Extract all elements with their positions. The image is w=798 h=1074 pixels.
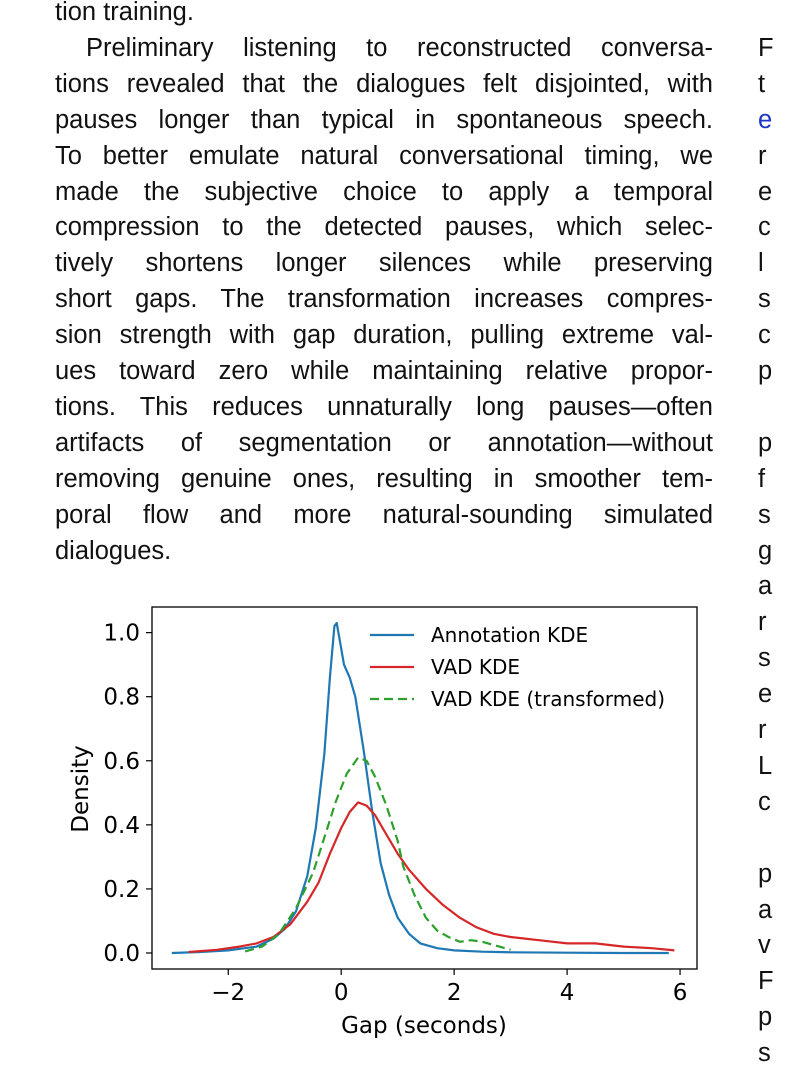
text-fragment: v: [758, 931, 771, 960]
body-text-line: tions revealed that the dialogues felt disjointed, with: [55, 69, 713, 98]
text-fragment: g: [758, 536, 773, 565]
text-fragment: s: [758, 500, 771, 529]
legend-label: VAD KDE (transformed): [431, 687, 666, 711]
series-line-0: [172, 623, 669, 953]
text-fragment: f: [758, 464, 766, 493]
x-axis-label: Gap (seconds): [341, 1013, 507, 1039]
text-fragment: r: [758, 716, 767, 744]
text-fragment: c: [758, 213, 771, 242]
y-tick-label: 0.8: [103, 684, 140, 711]
x-tick-label: 6: [672, 980, 688, 1006]
body-text-line: compression to the detected pauses, which selec-: [55, 213, 713, 242]
body-text-line: pauses longer than typical in spontaneous speech.: [55, 105, 713, 134]
series-line-2: [245, 758, 510, 952]
body-text-line: tion training.: [55, 0, 194, 26]
legend-label: Annotation KDE: [431, 623, 589, 647]
x-tick-label: 2: [446, 980, 462, 1006]
body-text-line: artifacts of segmentation or annotation—without: [55, 428, 713, 457]
body-text-line: short gaps. The transformation increases compres-: [55, 285, 713, 314]
text-fragment: a: [758, 572, 773, 601]
text-fragment: e: [758, 680, 773, 709]
y-tick-label: 0.2: [103, 876, 140, 903]
curves-group: [172, 623, 675, 953]
y-axis: [103, 621, 152, 967]
text-fragment: p: [758, 859, 773, 888]
text-fragment: F: [758, 967, 774, 996]
text-fragment: r: [758, 608, 767, 637]
x-tick-label: 4: [559, 980, 575, 1006]
text-fragment: a: [758, 895, 773, 924]
x-axis: [211, 969, 687, 1006]
text-fragment: p: [758, 428, 773, 457]
body-text-line: tively shortens longer silences while preserving: [55, 249, 713, 278]
body-text-line: ues toward zero while maintaining relative propor-: [55, 357, 713, 385]
series-line-1: [189, 802, 675, 952]
text-fragment: e: [758, 177, 773, 206]
text-fragment: c: [758, 321, 771, 350]
x-tick-label: −2: [211, 980, 246, 1006]
legend-label: VAD KDE: [431, 655, 520, 679]
text-fragment: s: [758, 285, 771, 314]
text-fragment: s: [758, 1039, 771, 1068]
body-text-line: To better emulate natural conversational timing, we: [55, 141, 713, 170]
body-text-line: poral flow and more natural-sounding simulated: [55, 500, 713, 529]
body-text-line: Preliminary listening to reconstructed conversa-: [86, 33, 713, 62]
citation-link-fragment[interactable]: e: [758, 105, 773, 134]
body-text-line: tions. This reduces unnaturally long pauses—often: [55, 392, 713, 421]
text-fragment: F: [758, 33, 774, 62]
text-fragment: r: [758, 141, 767, 170]
x-tick-label: 0: [333, 980, 349, 1006]
chart-legend: [370, 623, 665, 711]
y-tick-label: 0.6: [103, 748, 140, 775]
y-tick-label: 0.4: [103, 812, 140, 839]
text-fragment: c: [758, 787, 771, 816]
body-text-line: removing genuine ones, resulting in smoother tem-: [55, 464, 713, 493]
text-fragment: t: [758, 69, 766, 98]
body-text-line: dialogues.: [55, 536, 172, 565]
y-tick-label: 0.0: [103, 940, 140, 967]
text-fragment: p: [758, 1003, 773, 1032]
body-text-line: made the subjective choice to apply a temporal: [55, 177, 713, 206]
text-fragment: s: [758, 644, 771, 673]
body-text-line: sion strength with gap duration, pulling extreme val-: [55, 321, 713, 350]
y-axis-label: Density: [68, 745, 94, 833]
text-fragment: L: [758, 751, 773, 780]
y-tick-label: 1.0: [103, 620, 140, 647]
text-fragment: p: [758, 357, 773, 385]
text-fragment: l: [758, 249, 764, 278]
